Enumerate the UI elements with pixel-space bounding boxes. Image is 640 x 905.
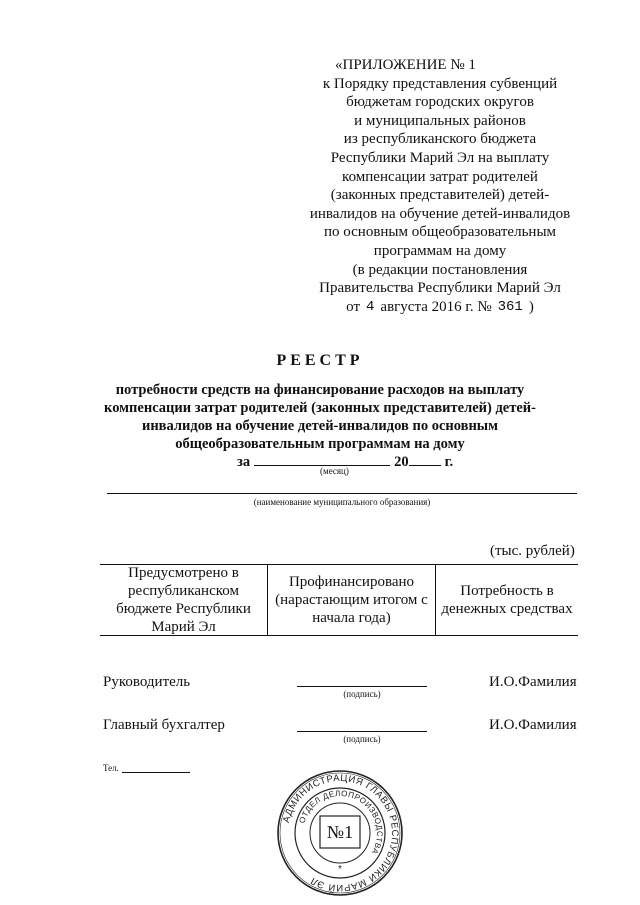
municipality-note: (наименование муниципального образования) bbox=[253, 497, 431, 507]
phone-label: Тел. bbox=[103, 763, 119, 773]
accountant-signature-note: (подпись) bbox=[343, 734, 381, 744]
document-subtitle: потребности средств на финансирование расходов на выплату компенсации затрат родителей (законных представителей) детей-инвалидов на обучение детей-инвалидов по основным общеобразовательным программам на дому bbox=[104, 382, 536, 452]
annex-line: Правительства Республики Марий Эл bbox=[319, 280, 561, 297]
annex-line: из республиканского бюджета bbox=[343, 131, 537, 148]
document-title: РЕЕСТР bbox=[276, 352, 364, 369]
annex-date-day: 4 bbox=[366, 298, 375, 315]
annex-line: «ПРИЛОЖЕНИЕ № 1 bbox=[335, 57, 476, 73]
annex-block bbox=[290, 56, 590, 316]
head-role: Руководитель bbox=[103, 674, 191, 690]
year-blank bbox=[409, 451, 441, 466]
annex-line: (в редакции постановления bbox=[352, 261, 528, 278]
head-name: И.О.Фамилия bbox=[489, 674, 577, 690]
table-header-planned: Предусмотрено в республиканском бюджете Республики Марий Эл bbox=[100, 565, 268, 635]
phone-field bbox=[103, 762, 190, 773]
head-signature-note: (подпись) bbox=[343, 689, 381, 699]
period-prefix: за bbox=[237, 454, 251, 470]
official-stamp bbox=[275, 768, 405, 898]
stamp-number: №1 bbox=[326, 821, 354, 842]
municipality-line bbox=[107, 493, 577, 494]
table-header-financed: Профинансировано (нарастающим итогом с начала года) bbox=[268, 565, 436, 635]
stamp-outer-text: АДМИНИСТРАЦИЯ ГЛАВЫ РЕСПУБЛИКИ МАРИЙ ЭЛ bbox=[281, 772, 401, 894]
accountant-name: И.О.Фамилия bbox=[489, 717, 577, 733]
annex-line: программам на дому bbox=[373, 242, 507, 259]
month-blank bbox=[254, 451, 390, 466]
accountant-role: Главный бухгалтер bbox=[103, 717, 225, 733]
register-table bbox=[100, 564, 578, 636]
head-signature-line bbox=[297, 686, 427, 687]
annex-date-number: 361 bbox=[497, 298, 523, 315]
period-year: 20 bbox=[394, 454, 409, 470]
stamp-inner-text: ОТДЕЛ ДЕЛОПРОИЗВОДСТВА bbox=[297, 788, 385, 856]
annex-line: по основным общеобразовательным bbox=[323, 224, 557, 241]
annex-line: инвалидов на обучение детей-инвалидов bbox=[309, 205, 571, 222]
annex-line: к Порядку представления субвенций bbox=[322, 75, 558, 92]
annex-date-prefix: от bbox=[346, 298, 360, 315]
annex-line: Республики Марий Эл на выплату bbox=[330, 149, 550, 166]
month-note: (месяц) bbox=[320, 466, 349, 476]
units-label: (тыс. рублей) bbox=[490, 543, 575, 559]
phone-blank bbox=[122, 762, 190, 773]
period-suffix: г. bbox=[444, 454, 454, 470]
annex-line: (законных представителей) детей- bbox=[330, 187, 550, 204]
annex-date-rest: августа 2016 г. № bbox=[380, 298, 492, 315]
annex-line: и муниципальных районов bbox=[354, 112, 526, 129]
annex-line: компенсации затрат родителей bbox=[342, 168, 538, 185]
annex-date-close: ) bbox=[528, 298, 534, 315]
annex-date-line bbox=[290, 298, 590, 317]
table-header-need: Потребность в денежных средствах bbox=[441, 583, 573, 617]
annex-line: бюджетам городских округов bbox=[346, 94, 534, 111]
stamp-star-icon: * bbox=[338, 864, 342, 875]
accountant-signature-line bbox=[297, 731, 427, 732]
